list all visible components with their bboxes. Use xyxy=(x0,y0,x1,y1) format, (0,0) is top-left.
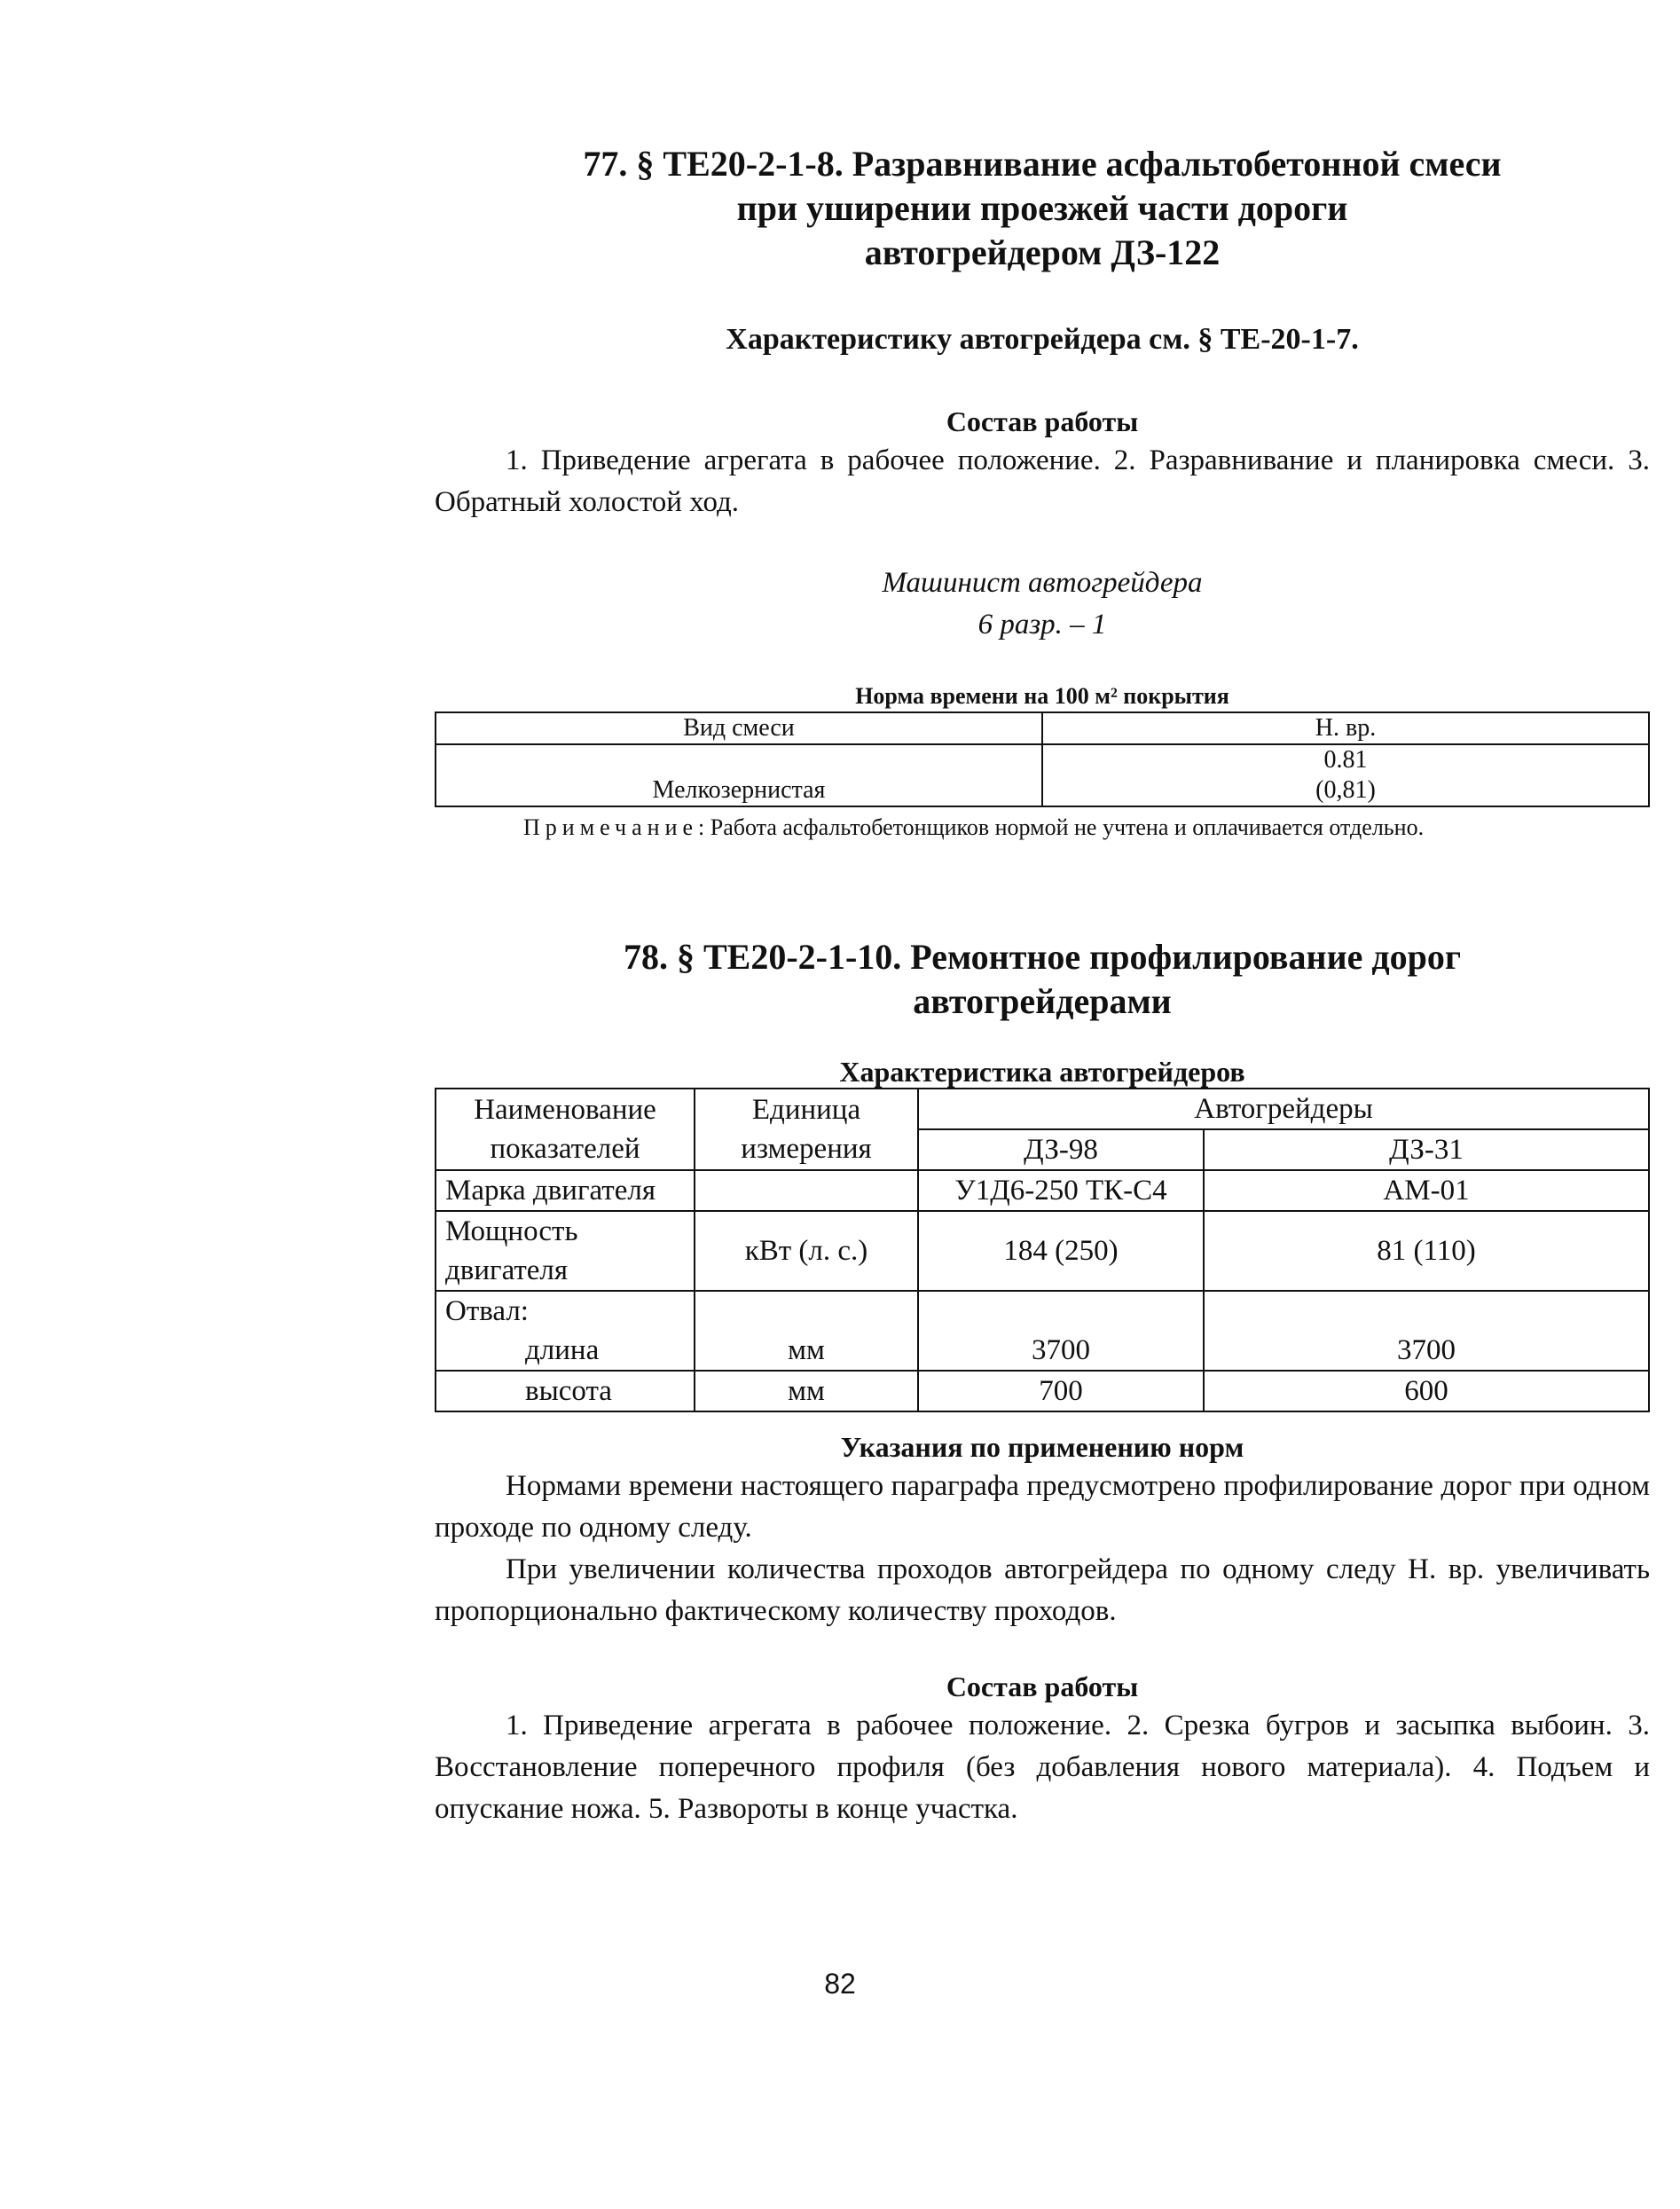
section-78-title xyxy=(435,935,1650,1024)
blade-label: Отвал: xyxy=(445,1295,529,1327)
guidance-heading: Указания по применению норм xyxy=(840,1431,1244,1463)
header-indicator xyxy=(436,1089,695,1170)
name-cell: Мощность двигателя xyxy=(436,1211,695,1291)
crew-block xyxy=(435,562,1650,646)
reference-text: Характеристику автогрейдера см. § ТЕ-20-1-7. xyxy=(726,323,1359,356)
blade-length: длина xyxy=(525,1334,600,1366)
char-table-block xyxy=(435,1056,1650,1412)
guidance-paragraph: Нормами времени настоящего параграфа предусмотрено профилирование дорог при одном проходе по одному следу. xyxy=(435,1470,1650,1544)
norm-caption: Норма времени на 100 м² покрытия xyxy=(855,683,1229,709)
unit-cell: мм xyxy=(695,1291,918,1371)
reference-line xyxy=(435,321,1650,358)
value-cell: 600 xyxy=(1204,1371,1649,1411)
table-note xyxy=(435,813,1650,843)
value-cell: 3700 xyxy=(1204,1291,1649,1371)
table-row xyxy=(436,744,1649,806)
title-line: автогрейдером ДЗ-122 xyxy=(864,232,1221,272)
name-cell: высота xyxy=(436,1371,695,1411)
work-heading: Состав работы xyxy=(946,1671,1139,1702)
title-line: автогрейдерами xyxy=(913,981,1172,1021)
work-composition-78 xyxy=(435,1668,1650,1830)
unit-cell xyxy=(695,1170,918,1211)
model-cell: ДЗ-31 xyxy=(1204,1129,1649,1170)
norm-price: (0,81) xyxy=(1315,776,1376,804)
char-caption: Характеристика автогрейдеров xyxy=(839,1056,1245,1088)
mix-cell: Мелкозернистая xyxy=(436,744,1042,806)
value-cell: 184 (250) xyxy=(918,1211,1204,1291)
norm-value: 0.81 xyxy=(1323,746,1368,774)
char-table xyxy=(435,1088,1650,1412)
title-line: 77. § ТЕ20-2-1-8. Разравнивание асфальтобетонной смеси xyxy=(583,144,1502,184)
title-line: 78. § ТЕ20-2-1-10. Ремонтное профилирование дорог xyxy=(623,937,1462,977)
note-text: : Работа асфальтобетонщиков нормой не учтена и оплачивается отдельно. xyxy=(698,814,1425,840)
norm-table-block xyxy=(435,683,1650,843)
section-77-title xyxy=(435,142,1650,275)
work-composition-77 xyxy=(435,403,1650,523)
header-cell: Н. вр. xyxy=(1042,712,1649,744)
value-cell: 81 (110) xyxy=(1204,1211,1649,1291)
work-text: 1. Приведение агрегата в рабочее положение. 2. Разравнивание и планировка смеси. 3. Обратный холостой ход. xyxy=(435,444,1650,518)
norm-table xyxy=(435,711,1650,807)
model-cell: ДЗ-98 xyxy=(918,1129,1204,1170)
table-header-row xyxy=(436,712,1649,744)
unit-cell: кВт (л. с.) xyxy=(695,1211,918,1291)
name-cell: Марка двигателя xyxy=(436,1170,695,1211)
work-text: 1. Приведение агрегата в рабочее положение. 2. Срезка бугров и засыпка выбоин. 3. Восстановление поперечного профиля (без добавления нового материала). 4. Подъем и опускание ножа. 5. Развороты в конце участка. xyxy=(435,1710,1650,1825)
unit-cell: мм xyxy=(695,1371,918,1411)
value-cell: 3700 xyxy=(918,1291,1204,1371)
title-line: при уширении проезжей части дороги xyxy=(736,188,1348,228)
guidance-block xyxy=(435,1428,1650,1632)
value-cell: 700 xyxy=(918,1371,1204,1411)
header-group: Автогрейдеры xyxy=(918,1089,1649,1129)
table-row xyxy=(436,1291,1649,1371)
header-cell: Вид смеси xyxy=(436,712,1042,744)
value-cell: У1Д6-250 ТК-С4 xyxy=(918,1170,1204,1211)
table-header-row xyxy=(436,1089,1649,1129)
crew-grade: 6 разр. – 1 xyxy=(977,609,1107,641)
name-cell xyxy=(436,1291,695,1371)
header-unit xyxy=(695,1089,918,1170)
header-text: Единица xyxy=(751,1094,861,1126)
header-text: измерения xyxy=(741,1133,872,1165)
value-cell: АМ-01 xyxy=(1204,1170,1649,1211)
crew-role: Машинист автогрейдера xyxy=(882,567,1203,599)
guidance-paragraph: При увеличении количества проходов автогрейдера по одному следу Н. вр. увеличивать пропорционально фактическому количеству проходов. xyxy=(435,1553,1650,1627)
table-row xyxy=(436,1170,1649,1211)
value-cell xyxy=(1042,744,1649,806)
header-text: Наименование xyxy=(474,1094,656,1126)
note-label: Примечание xyxy=(523,814,699,840)
header-text: показателей xyxy=(490,1133,640,1165)
table-row xyxy=(436,1211,1649,1291)
page-number: 82 xyxy=(824,1968,856,2000)
table-row xyxy=(436,1371,1649,1411)
work-heading: Состав работы xyxy=(946,405,1139,437)
